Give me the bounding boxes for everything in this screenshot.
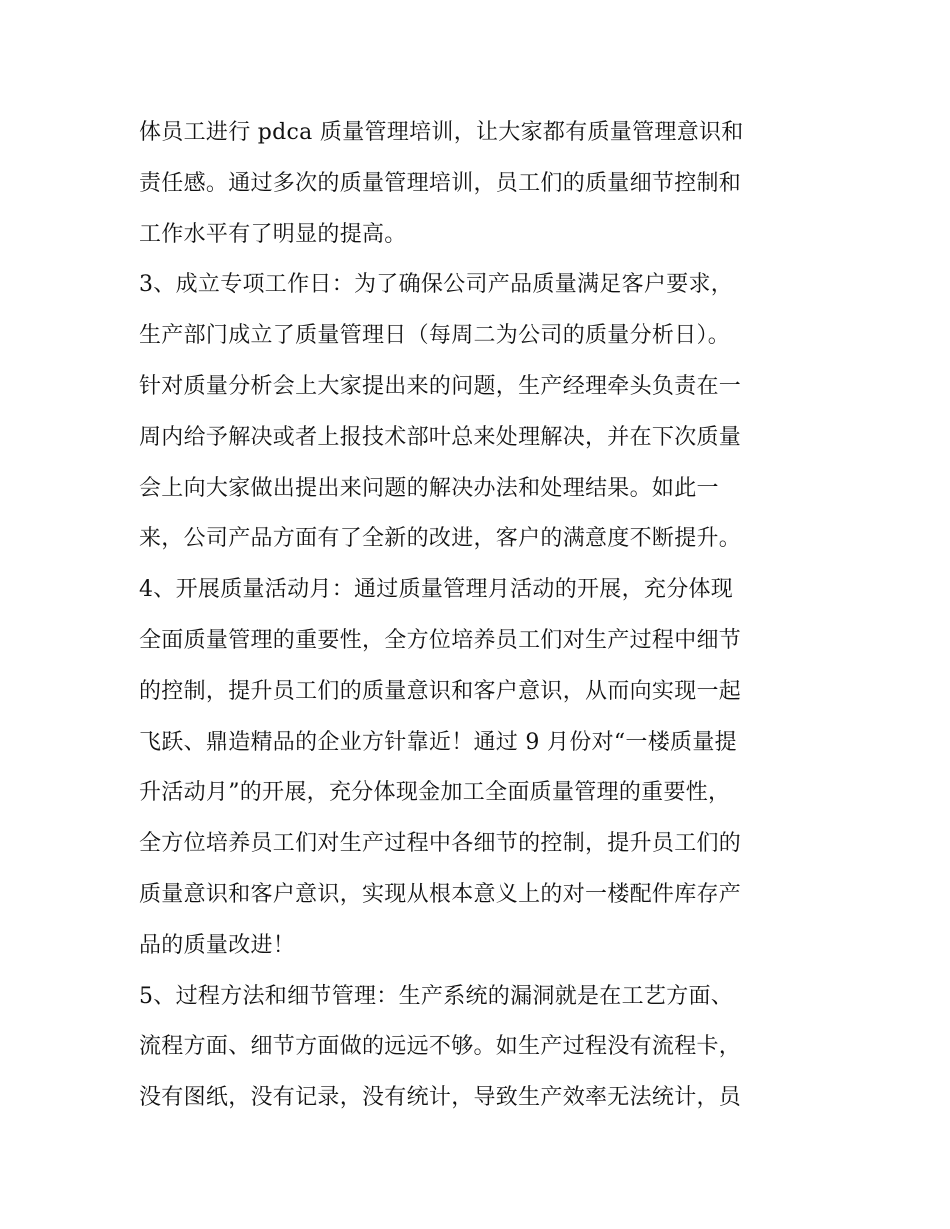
text-line: 流程方面、细节方面做的远远不够。如生产过程没有流程卡，: [139, 1034, 742, 1060]
text-line: 没有图纸，没有记录，没有统计，导致生产效率无法统计，员: [139, 1085, 742, 1111]
text-line: 飞跃、鼎造精品的企业方针靠近！通过 9 月份对“一楼质量提: [139, 729, 737, 755]
text-line: 针对质量分析会上大家提出来的问题，生产经理牵头负责在一: [139, 373, 742, 399]
text-line: 4、开展质量活动月：通过质量管理月活动的开展，充分体现: [139, 577, 734, 603]
text-line: 品的质量改进！: [139, 932, 296, 958]
text-line: 工作水平有了明显的提高。: [139, 221, 407, 247]
text-line: 责任感。通过多次的质量管理培训，员工们的质量细节控制和: [139, 170, 742, 196]
text-line: 5、过程方法和细节管理：生产系统的漏洞就是在工艺方面、: [139, 983, 734, 1009]
text-line: 来，公司产品方面有了全新的改进，客户的满意度不断提升。: [139, 526, 742, 552]
text-line: 生产部门成立了质量管理日（每周二为公司的质量分析日）。: [139, 323, 731, 349]
text-line: 的控制，提升员工们的质量意识和客户意识，从而向实现一起: [139, 678, 742, 704]
text-line: 周内给予解决或者上报技术部叶总来处理解决，并在下次质量: [139, 424, 742, 450]
body-text: [139, 108, 819, 1124]
text-line: 3、成立专项工作日：为了确保公司产品质量满足客户要求，: [139, 272, 734, 298]
text-line: 会上向大家做出提出来问题的解决办法和处理结果。如此一: [139, 475, 719, 501]
text-line: 全方位培养员工们对生产过程中各细节的控制，提升员工们的: [139, 831, 742, 857]
text-line: 全面质量管理的重要性，全方位培养员工们对生产过程中细节: [139, 627, 742, 653]
text-line: 升活动月”的开展，充分体现金加工全面质量管理的重要性，: [139, 780, 731, 806]
text-line: 质量意识和客户意识，实现从根本意义上的对一楼配件库存产: [139, 881, 742, 907]
text-line: 体员工进行 pdca 质量管理培训，让大家都有质量管理意识和: [139, 120, 744, 145]
